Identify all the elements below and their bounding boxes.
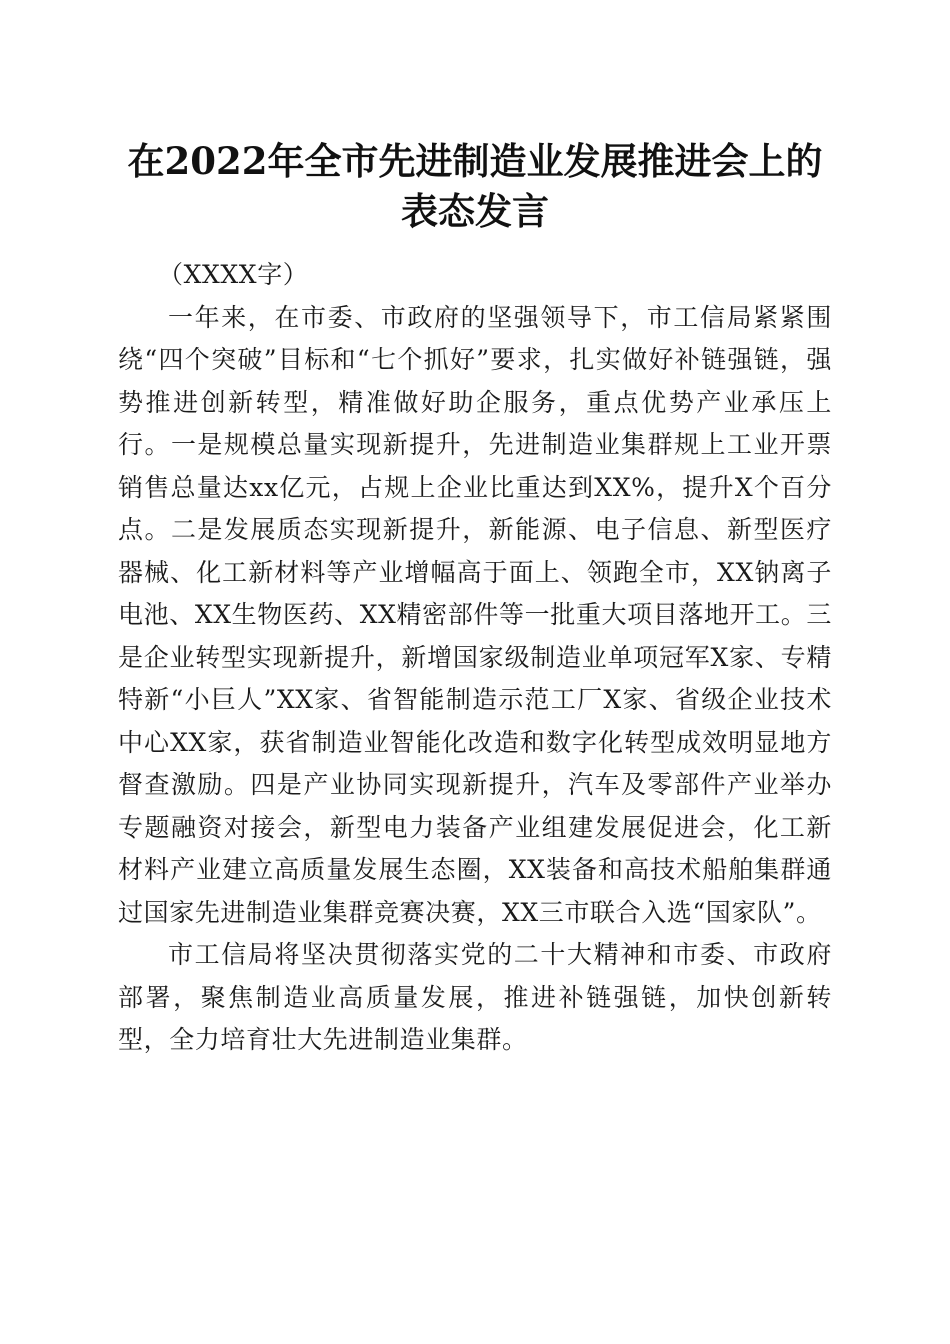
body-paragraph-1: 一年来，在市委、市政府的坚强领导下，市工信局紧紧围绕“四个突破”目标和“七个抓好”要求，扎实做好补链强链，强势推进创新转型，精准做好助企服务，重点优势产业承压上行。一是规模总量实现新提升，先进制造业集群规上工业开票销售总量达xx亿元，占规上企业比重达到XX%，提升X个百分点。二是发展质态实现新提升，新能源、电子信息、新型医疗器械、化工新材料等产业增幅高于面上、领跑全市，XX钠离子电池、XX生物医药、XX精密部件等一批重大项目落地开工。三是企业转型实现新提升，新增国家级制造业单项冠军X家、专精特新“小巨人”XX家、省智能制造示范工厂X家、省级企业技术中心XX家，获省制造业智能化改造和数字化转型成效明显地方督查激励。四是产业协同实现新提升，汽车及零部件产业举办专题融资对接会，新型电力装备产业组建发展促进会，化工新材料产业建立高质量发展生态圈，XX装备和高技术船舶集群通过国家先进制造业集群竞赛决赛，XX三市联合入选“国家队”。 (118, 302, 832, 927)
body-paragraph-2: 市工信局将坚决贯彻落实党的二十大精神和市委、市政府部署，聚焦制造业高质量发展，推进补链强链，加快创新转型，全力培育壮大先进制造业集群。 (118, 940, 832, 1054)
document-title: 在2022年全市先进制造业发展推进会上的表态发言 (127, 139, 823, 233)
word-count-note: （XXXX字） (158, 260, 309, 289)
document-body (118, 254, 832, 1062)
